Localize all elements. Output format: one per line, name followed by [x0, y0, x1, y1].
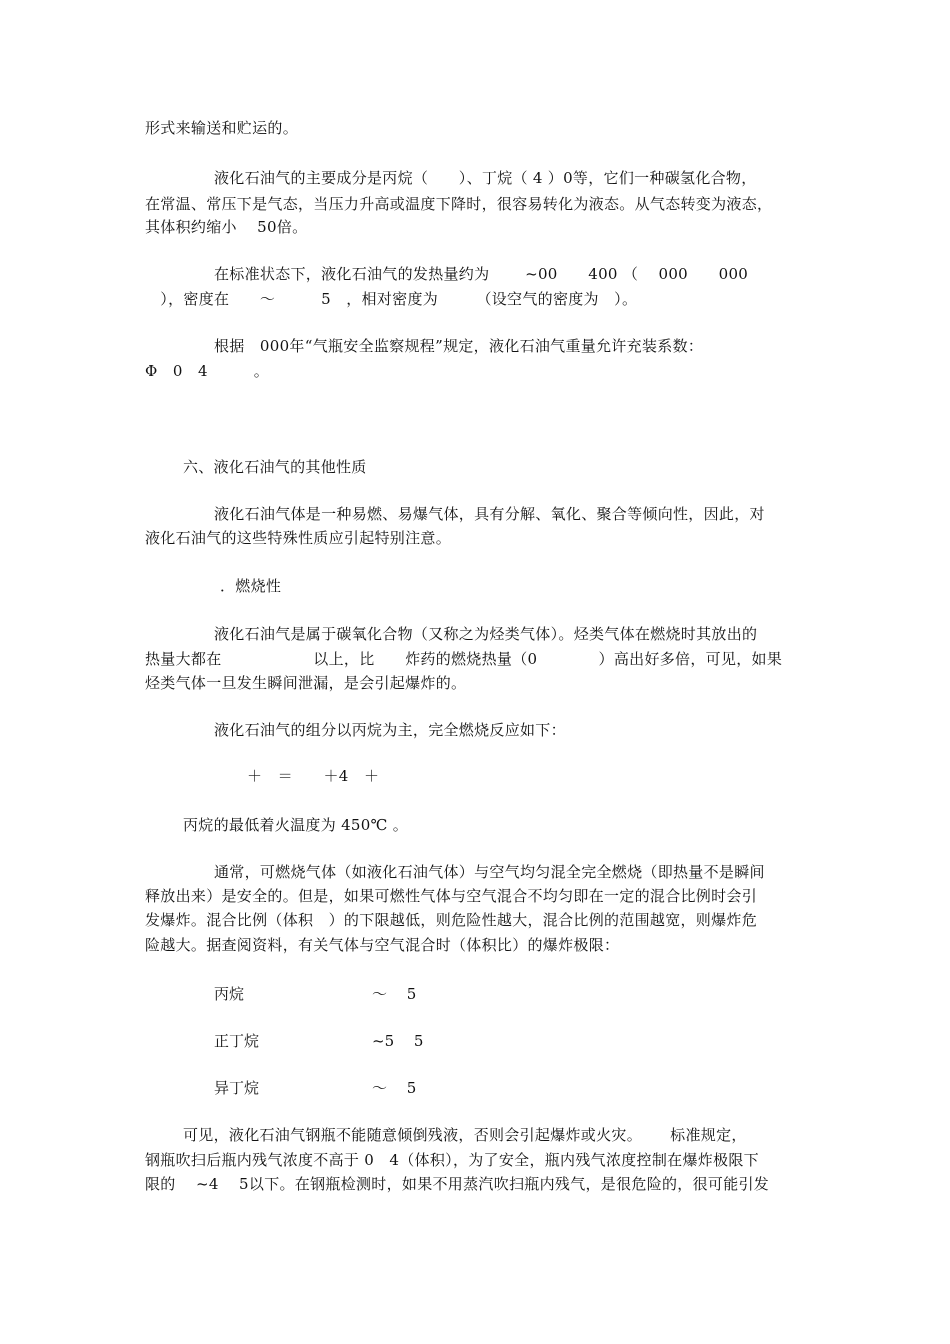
gas-name: 正丁烷 [214, 1032, 260, 1050]
paragraph-line: 丙烷的最低着火温度为 450℃ 。 [183, 816, 409, 834]
paragraph-line: 释放出来）是安全的。但是，如果可燃性气体与空气混合不均匀即在一定的混合比例时会引 [145, 887, 758, 905]
subsection-heading: ．燃烧性 [220, 577, 282, 595]
paragraph-line: 烃类气体一旦发生瞬间泄漏，是会引起爆炸的。 [145, 674, 467, 692]
paragraph-line: 发爆炸。混合比例（体积 ）的下限越低，则危险性越大，混合比例的范围越宽，则爆炸危 [145, 911, 758, 929]
paragraph-line: 其体积约缩小 50倍。 [145, 218, 308, 236]
paragraph-line: 限的 ~4 5以下。在钢瓶检测时，如果不用蒸汽吹扫瓶内残气，是很危险的，很可能引发 [145, 1175, 770, 1193]
paragraph-line: 热量大都在 以上，比 炸药的燃烧热量（0 ）高出好多倍，可见，如果 [145, 650, 783, 668]
paragraph-line: 在标准状态下，液化石油气的发热量约为 ~00 400 （ 000 000 [214, 265, 749, 283]
paragraph-line: Φ 0 4 。 [145, 362, 270, 380]
paragraph-line: 根据 000年“气瓶安全监察规程”规定，液化石油气重量允许充装系数： [214, 337, 704, 355]
reaction-equation: ＋ ＝ ＋4 ＋ [247, 767, 380, 785]
section-heading: 六、液化石油气的其他性质 [183, 458, 367, 476]
paragraph-line: ），密度在 ～ 5 ，相对密度为 （设空气的密度为 ）。 [145, 290, 638, 308]
paragraph-line: 形式来输送和贮运的。 [145, 119, 299, 137]
paragraph-line: 液化石油气的主要成分是丙烷（ ）、丁烷（ 4 ）0等，它们一种碳氢化合物， [214, 169, 757, 187]
paragraph-line: 液化石油气是属于碳氧化合物（又称之为烃类气体）。烃类气体在燃烧时其放出的 [214, 625, 758, 643]
paragraph-line: 钢瓶吹扫后瓶内残气浓度不高于 0 4（体积），为了安全，瓶内残气浓度控制在爆炸极限下 [145, 1151, 759, 1169]
paragraph-line: 液化石油气体是一种易燃、易爆气体，具有分解、氧化、聚合等倾向性，因此，对 [214, 505, 765, 523]
paragraph-line: 在常温、常压下是气态，当压力升高或温度下降时，很容易转化为液态。从气态转变为液态， [145, 195, 773, 213]
paragraph-line: 通常，可燃烧气体（如液化石油气体）与空气均匀混全完全燃烧（即热量不是瞬间 [214, 863, 765, 881]
gas-name: 异丁烷 [214, 1079, 260, 1097]
gas-name: 丙烷 [214, 985, 245, 1003]
limit-range: ~5 5 [372, 1032, 424, 1050]
paragraph-line: 险越大。据查阅资料，有关气体与空气混合时（体积比）的爆炸极限： [145, 936, 620, 954]
paragraph-line: 液化石油气的这些特殊性质应引起特别注意。 [145, 529, 452, 547]
limit-range: ～ 5 [372, 985, 417, 1003]
limit-range: ～ 5 [372, 1079, 417, 1097]
paragraph-line: 液化石油气的组分以丙烷为主，完全燃烧反应如下： [214, 721, 566, 739]
paragraph-line: 可见，液化石油气钢瓶不能随意倾倒残液，否则会引起爆炸或火灾。 标准规定， [183, 1126, 747, 1144]
